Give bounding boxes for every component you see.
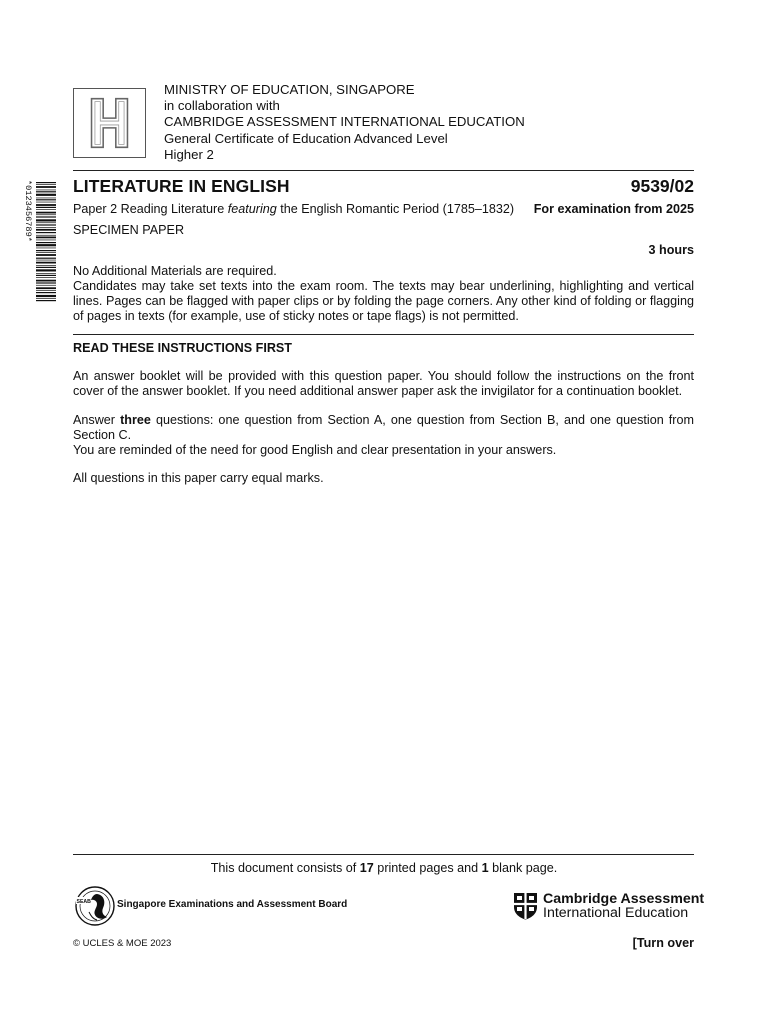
pages-prefix: This document consists of	[210, 861, 360, 875]
answer-suffix: questions: one question from Section A, one question from Section B, and one question from Section C.	[73, 413, 694, 442]
instructions-heading: READ THESE INSTRUCTIONS FIRST	[73, 341, 293, 355]
printed-page-count: 17	[359, 861, 374, 875]
cambridge-crest-icon	[513, 892, 538, 920]
h2-level-logo	[73, 88, 146, 158]
blank-page-count: 1	[481, 861, 489, 875]
duration: 3 hours	[648, 243, 694, 257]
materials-line: No Additional Materials are required.	[73, 264, 277, 278]
paper-subtitle-italic: featuring	[227, 202, 277, 216]
pages-mid: printed pages and	[373, 861, 482, 875]
set-texts-note: Candidates may take set texts into the exam room. The texts may bear underlining, highlighting and vertical lines. Pages can be flagged with paper clips or by folding the page corners. Any other kind of folding or flagging of pages in texts (for example, use of sticky notes or tape flags) is not permitted.	[73, 279, 694, 323]
candidate-barcode	[22, 180, 56, 305]
svg-text:SEAB: SEAB	[76, 898, 91, 905]
paper-subtitle-row	[73, 202, 694, 216]
specimen-label: SPECIMEN PAPER	[73, 223, 185, 237]
instruction-answer-three	[73, 413, 694, 458]
barcode-bars	[36, 182, 56, 301]
copyright-notice: © UCLES & MOE 2023	[73, 938, 172, 949]
cambridge-name-line2: International Education	[543, 905, 689, 921]
seab-logo	[73, 882, 119, 928]
barcode-digits: *0123456789*	[23, 180, 33, 242]
issuer-line-cambridge: CAMBRIDGE ASSESSMENT INTERNATIONAL EDUCATION	[164, 114, 525, 130]
header-divider	[73, 170, 694, 171]
h-letter-icon	[74, 89, 145, 157]
footer-divider	[73, 854, 694, 855]
instructions-divider	[73, 334, 694, 335]
issuer-block	[164, 82, 525, 163]
pages-suffix: blank page.	[488, 861, 558, 875]
answer-three-text	[73, 413, 694, 443]
answer-count: three	[120, 413, 151, 427]
paper-title: LITERATURE IN ENGLISH	[73, 176, 290, 196]
issuer-line-level: Higher 2	[164, 146, 214, 162]
instruction-english: You are reminded of the need for good English and clear presentation in your answers.	[73, 443, 557, 457]
answer-prefix: Answer	[73, 413, 121, 427]
cambridge-name-line1: Cambridge Assessment	[543, 891, 705, 907]
issuer-line-collab: in collaboration with	[164, 98, 280, 114]
paper-code: 9539/02	[630, 176, 694, 196]
issuer-line-certificate: General Certificate of Education Advanced Level	[164, 130, 448, 146]
materials-note	[73, 264, 694, 324]
turn-over-label: [Turn over	[632, 936, 694, 950]
paper-subtitle	[73, 202, 514, 216]
page-count-note	[0, 861, 768, 875]
issuer-line-ministry: MINISTRY OF EDUCATION, SINGAPORE	[164, 82, 415, 97]
paper-subtitle-suffix: the English Romantic Period (1785–1832)	[276, 202, 515, 216]
instruction-marks: All questions in this paper carry equal marks.	[73, 471, 324, 485]
paper-subtitle-prefix: Paper 2 Reading Literature	[73, 202, 228, 216]
seab-lion-icon	[73, 882, 119, 928]
exam-year: For examination from 2025	[533, 202, 694, 216]
instruction-answer-booklet: An answer booklet will be provided with this question paper. You should follow the instructions on the front cover of the answer booklet. If you need additional answer paper ask the invigilator for a continuation booklet.	[73, 369, 694, 398]
cambridge-logo	[513, 891, 705, 921]
seab-name: Singapore Examinations and Assessment Board	[117, 899, 348, 910]
